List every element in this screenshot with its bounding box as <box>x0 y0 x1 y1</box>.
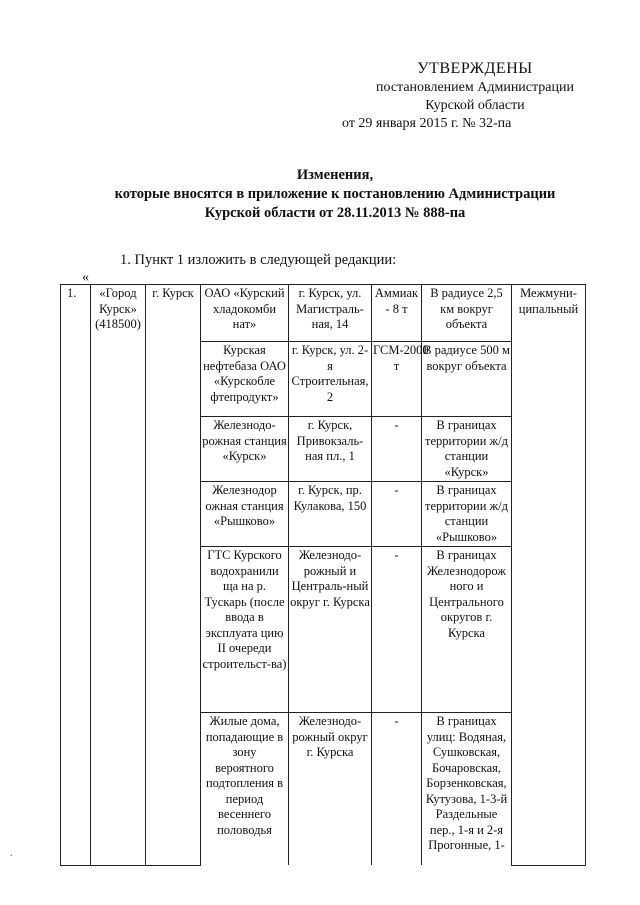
zone-cell: В границах Железнодорож ного и Центрального округов г. Курска <box>422 547 512 713</box>
object-cell: Железнодо-рожная станция «Курск» <box>201 417 289 482</box>
heading-line-2: которые вносятся в приложение к постановлению Администрации <box>114 186 556 202</box>
substance-cell: - <box>372 482 422 547</box>
zone-cell: В радиусе 500 м вокруг объекта <box>422 342 512 417</box>
approval-line-2: Курской области <box>425 98 525 113</box>
zone-cell: В границах улиц: Водяная, Сушковская, Бочаровская, Борзенковская, Кутузова, 1-3-й Раздельные пер., 1-я и 2-я Прогонные, 1- <box>422 713 512 866</box>
approval-block <box>330 60 620 133</box>
substance-cell: - <box>372 713 422 866</box>
city-short-cell: г. Курск <box>146 285 201 866</box>
address-cell: г. Курск, Привокзаль-ная пл., 1 <box>289 417 372 482</box>
address-cell: г. Курск, пр. Кулакова, 150 <box>289 482 372 547</box>
zone-cell: В границах территории ж/д станции «Курск» <box>422 417 512 482</box>
object-cell: Курская нефтебаза ОАО «Курскобле фтепродукт» <box>201 342 289 417</box>
object-cell: ОАО «Курский хладокомби нат» <box>201 285 289 342</box>
approval-line-1: постановлением Администрации <box>376 80 574 95</box>
zone-cell: В радиусе 2,5 км вокруг объекта <box>422 285 512 342</box>
substance-cell: - <box>372 417 422 482</box>
substance-cell: Аммиак - 8 т <box>372 285 422 342</box>
city-cell: «Город Курск» (418500) <box>91 285 146 866</box>
address-cell: г. Курск, ул. 2-я Строительная, 2 <box>289 342 372 417</box>
address-cell: г. Курск, ул. Магистраль-ная, 14 <box>289 285 372 342</box>
approval-line-3: от 29 января 2015 г. № 32-па <box>342 116 512 131</box>
object-cell: Жилые дома, попадающие в зону вероятного подтопления в период весеннего половодья <box>201 713 289 866</box>
paragraph-1: 1. Пункт 1 изложить в следующей редакции: <box>120 252 397 268</box>
hazard-objects-table <box>60 284 586 866</box>
approval-title: УТВЕРЖДЕНЫ <box>417 60 533 77</box>
substance-cell: - <box>372 547 422 713</box>
opening-quote: « <box>82 270 89 285</box>
zone-cell: В границах территории ж/д станции «Рышково» <box>422 482 512 547</box>
heading-line-1: Изменения, <box>296 167 374 183</box>
level-cell: Межмуни-ципальный <box>512 285 586 866</box>
substance-cell: ГСМ-2000 т <box>372 342 422 417</box>
scan-speck: . <box>10 848 13 859</box>
table-row <box>61 285 586 342</box>
document-heading <box>60 166 610 223</box>
object-cell: ГТС Курского водохранили ща на р. Тускарь (после ввода в эксплуата цию II очереди строительст-ва) <box>201 547 289 713</box>
address-cell: Железнодо-рожный округ г. Курска <box>289 713 372 866</box>
heading-line-3: Курской области от 28.11.2013 № 888-па <box>204 205 466 221</box>
row-number: 1. <box>61 285 91 866</box>
address-cell: Железнодо-рожный и Централь-ный округ г. Курска <box>289 547 372 713</box>
object-cell: Железнодор ожная станция «Рышково» <box>201 482 289 547</box>
